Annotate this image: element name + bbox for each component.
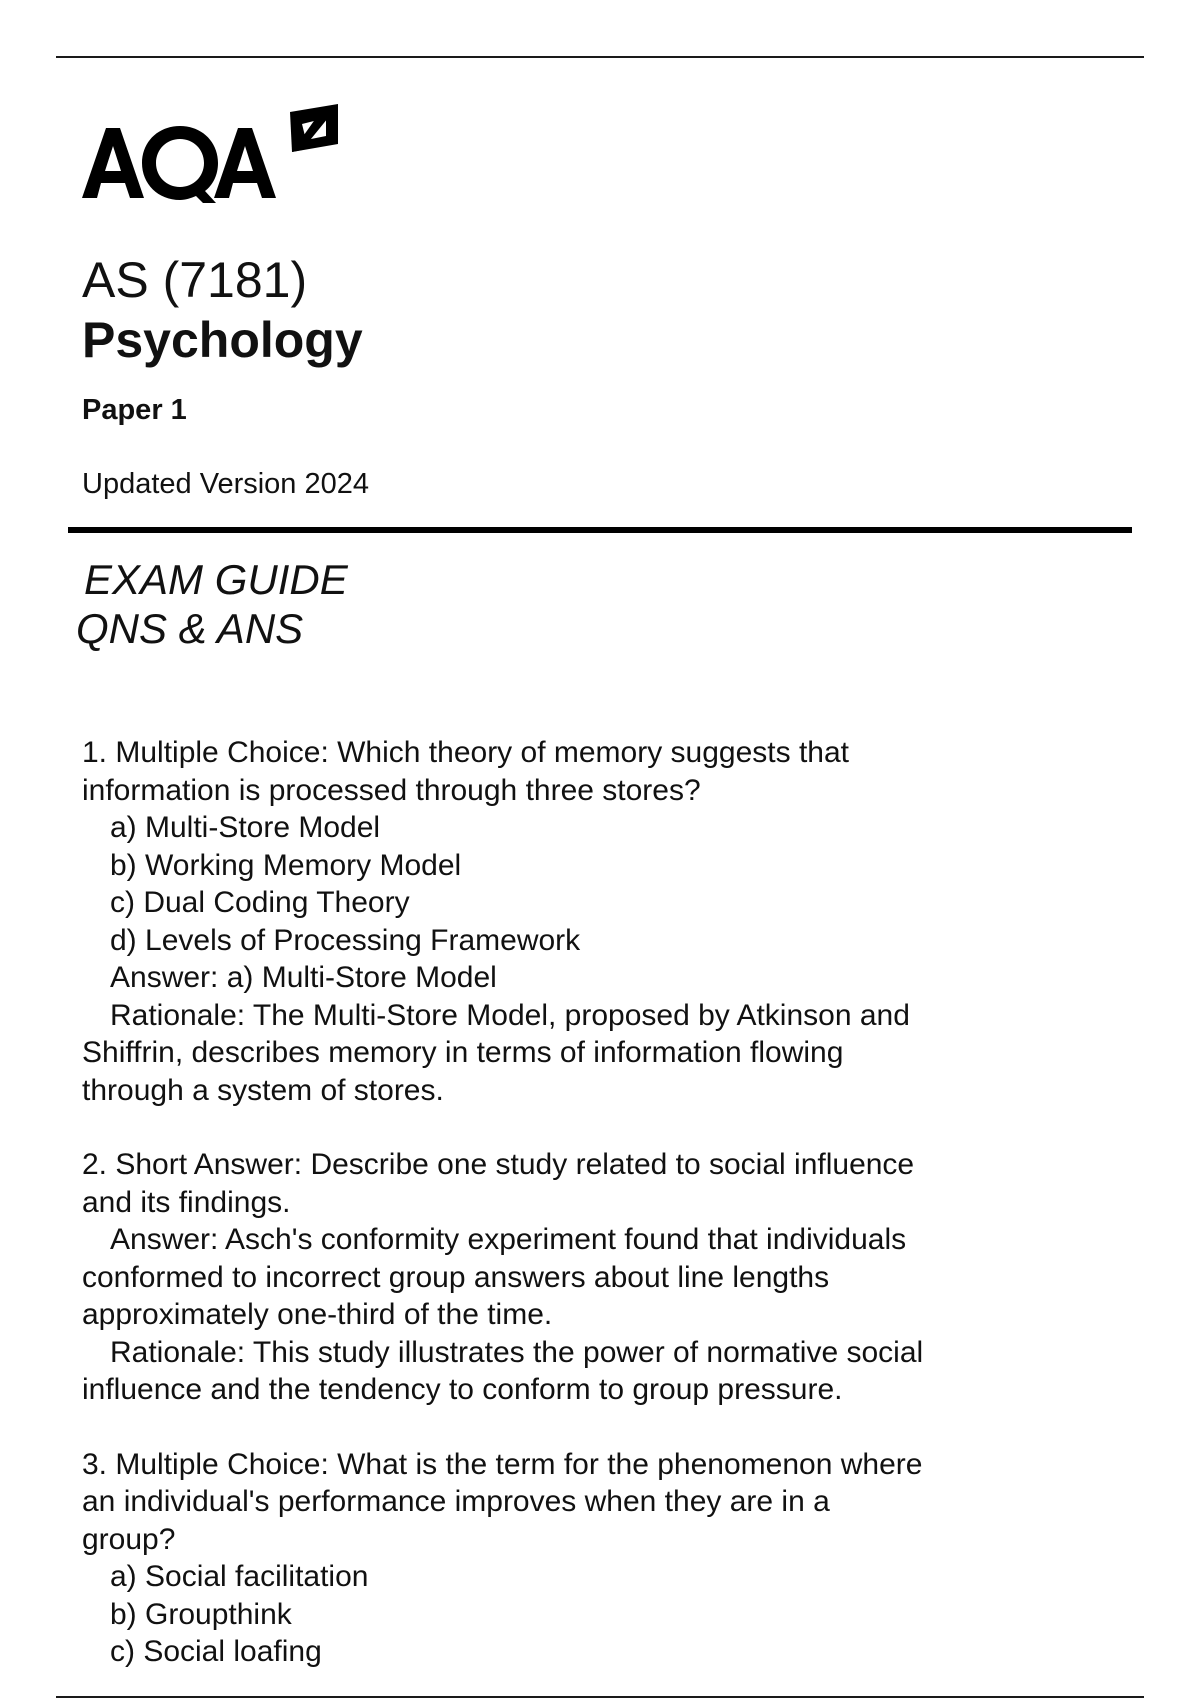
version-label: Updated Version 2024 [82, 468, 369, 500]
question-2-stem-line-1: 2. Short Answer: Describe one study related to social influence [82, 1148, 915, 1181]
question-3 [82, 1446, 1082, 1671]
question-2-answer-line-3: approximately one-third of the time. [82, 1298, 553, 1331]
question-3-stem-line-3: group? [82, 1522, 176, 1556]
bottom-rule [56, 1696, 1144, 1698]
paper-label: Paper 1 [82, 394, 187, 426]
question-2-stem-line-2: and its findings. [82, 1185, 291, 1219]
question-1-option-c: c) Dual Coding Theory [110, 886, 410, 919]
questions-content [82, 734, 1082, 1708]
question-2-answer-line-1: Answer: Asch's conformity experiment found that individuals [110, 1223, 907, 1256]
question-1-stem-line-1: 1. Multiple Choice: Which theory of memory suggests that [82, 736, 849, 769]
question-1-option-b: b) Working Memory Model [110, 848, 462, 882]
question-1-option-d: d) Levels of Processing Framework [110, 923, 581, 957]
question-2 [82, 1146, 1082, 1409]
question-1 [82, 734, 1082, 1109]
question-2-answer-line-2: conformed to incorrect group answers about line lengths [82, 1260, 830, 1294]
question-1-rationale-line-1: Rationale: The Multi-Store Model, proposed by Atkinson and [110, 998, 910, 1032]
qns-ans-heading: QNS & ANS [76, 605, 304, 652]
question-1-stem-line-2: information is processed through three stores? [82, 773, 701, 807]
question-1-answer: Answer: a) Multi-Store Model [110, 961, 497, 994]
aqa-logo-wordmark [82, 126, 276, 203]
header-divider [68, 527, 1132, 533]
question-1-rationale-line-3: through a system of stores. [82, 1073, 444, 1107]
question-2-rationale-line-2: influence and the tendency to conform to group pressure. [82, 1373, 843, 1406]
question-2-rationale-line-1: Rationale: This study illustrates the power of normative social [110, 1335, 924, 1369]
top-rule [56, 56, 1144, 58]
question-3-stem-line-1: 3. Multiple Choice: What is the term for the phenomenon where [82, 1447, 923, 1481]
exam-guide-heading: EXAM GUIDE [84, 556, 348, 603]
question-1-rationale-line-2: Shiffrin, describes memory in terms of information flowing [82, 1036, 844, 1069]
question-3-option-c: c) Social loafing [110, 1635, 322, 1668]
question-3-stem-line-2: an individual's performance improves when they are in a [82, 1485, 830, 1518]
question-3-option-b: b) Groupthink [110, 1597, 292, 1631]
specification-code: AS (7181) [82, 252, 308, 308]
question-1-option-a: a) Multi-Store Model [110, 811, 381, 844]
question-3-option-a: a) Social facilitation [110, 1560, 369, 1593]
aqa-logo [80, 104, 340, 204]
aqa-tick-mark-icon [290, 104, 338, 152]
aqa-logo-graphic [80, 104, 340, 204]
subject-title: Psychology [82, 312, 363, 368]
